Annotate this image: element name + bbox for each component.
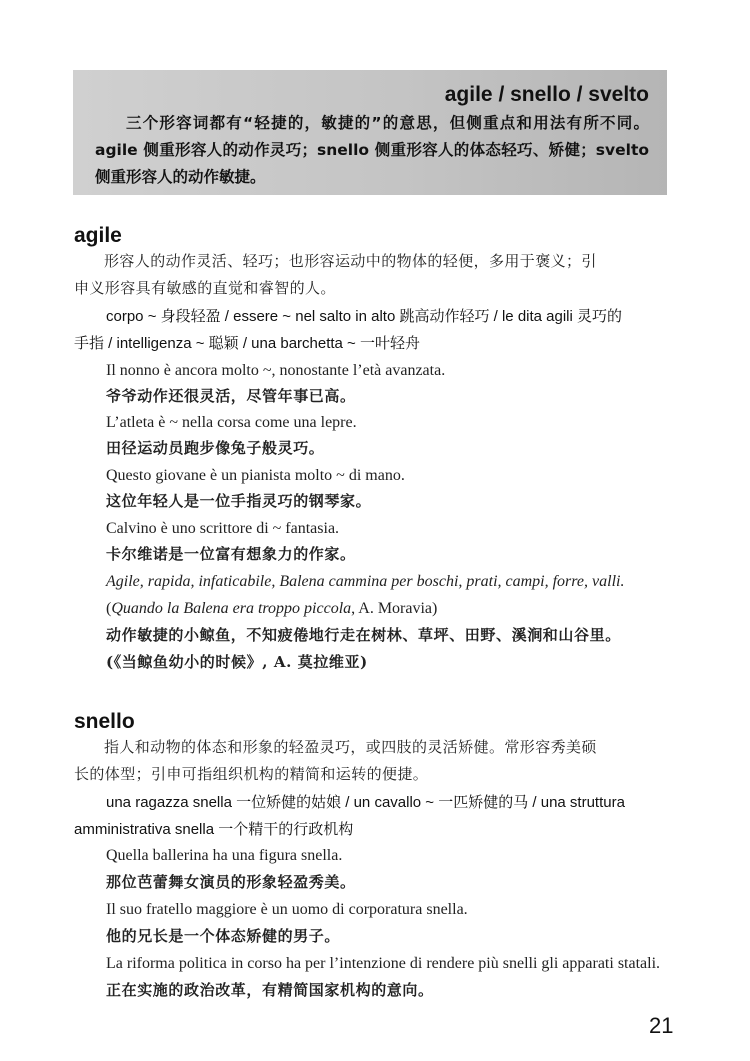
quote-source-author: , A. Moravia) [351, 600, 438, 617]
snello-definition-line-2: 长的体型；引申可指组织机构的精简和运转的便捷。 [74, 765, 429, 783]
agile-example-it: Calvino è uno scrittore di ~ fantasia. [106, 520, 340, 537]
synonym-summary-box [73, 70, 667, 195]
snello-collocations-line-1: una ragazza snella 一位矫健的姑娘 / un cavallo ~ 一匹矫健的马 / una struttura [106, 794, 625, 811]
synonym-box-text: 三个形容词都有“轻捷的，敏捷的”的意思，但侧重点和用法有所不同。agile 侧重形容人的动作灵巧；snello 侧重形容人的体态轻巧、矫健；svelto 侧重形容人的动作敏捷。 [95, 114, 649, 186]
entry-heading-snello: snello [74, 710, 135, 733]
snello-definition-line-1: 指人和动物的体态和形象的轻盈灵巧，或四肢的灵活矫健。常形容秀美硕 [104, 738, 597, 756]
agile-definition-line-2: 申义形容具有敏感的直觉和睿智的人。 [74, 279, 336, 297]
agile-quote-zh-source: (《当鲸鱼幼小的时候》, A. 莫拉维亚) [106, 653, 368, 671]
snello-example-it: Il suo fratello maggiore è un uomo di corporatura snella. [106, 901, 468, 918]
agile-collocations-line-1: corpo ~ 身段轻盈 / essere ~ nel salto in alto 跳高动作轻巧 / le dita agili 灵巧的 [106, 308, 623, 325]
quote-source-open: ( [106, 600, 112, 617]
snello-example-zh: 他的兄长是一个体态矫健的男子。 [106, 927, 341, 945]
agile-example-zh: 这位年轻人是一位手指灵巧的钢琴家。 [106, 492, 372, 510]
agile-example-it: Il nonno è ancora molto ~, nonostante l’età avanzata. [106, 362, 446, 379]
agile-definition-line-1: 形容人的动作灵活、轻巧；也形容运动中的物体的轻便，多用于褒义；引 [104, 252, 597, 270]
snello-example-zh: 那位芭蕾舞女演员的形象轻盈秀美。 [106, 873, 356, 891]
snello-collocations-line-2: amministrativa snella 一个精干的行政机构 [74, 821, 354, 838]
agile-quote-it: Agile, rapida, infaticabile, Balena cammina per boschi, prati, campi, forre, valli. [106, 573, 625, 590]
quote-source-title: Quando la Balena era troppo piccola [111, 600, 352, 617]
snello-example-it: La riforma politica in corso ha per l’intenzione di rendere più snelli gli apparati statali. [106, 955, 661, 972]
snello-example-zh: 正在实施的政治改革，有精简国家机构的意向。 [106, 981, 434, 999]
agile-example-it: Questo giovane è un pianista molto ~ di mano. [106, 467, 405, 484]
agile-quote-source [106, 598, 676, 620]
synonym-box-title: agile / snello / svelto [444, 83, 649, 106]
agile-example-zh: 卡尔维诺是一位富有想象力的作家。 [106, 545, 356, 563]
agile-example-zh: 爷爷动作还很灵活，尽管年事已高。 [106, 387, 356, 405]
page-number: 21 [649, 1013, 674, 1038]
agile-example-zh: 田径运动员跑步像兔子般灵巧。 [106, 439, 325, 457]
entry-heading-agile: agile [74, 224, 122, 247]
agile-quote-zh: 动作敏捷的小鲸鱼，不知疲倦地行走在树林、草坪、田野、溪涧和山谷里。 [106, 626, 621, 644]
agile-collocations-line-2: 手指 / intelligenza ~ 聪颖 / una barchetta ~ 一叶轻舟 [74, 335, 420, 352]
snello-example-it: Quella ballerina ha una figura snella. [106, 847, 343, 864]
agile-example-it: L’atleta è ~ nella corsa come una lepre. [106, 414, 357, 431]
